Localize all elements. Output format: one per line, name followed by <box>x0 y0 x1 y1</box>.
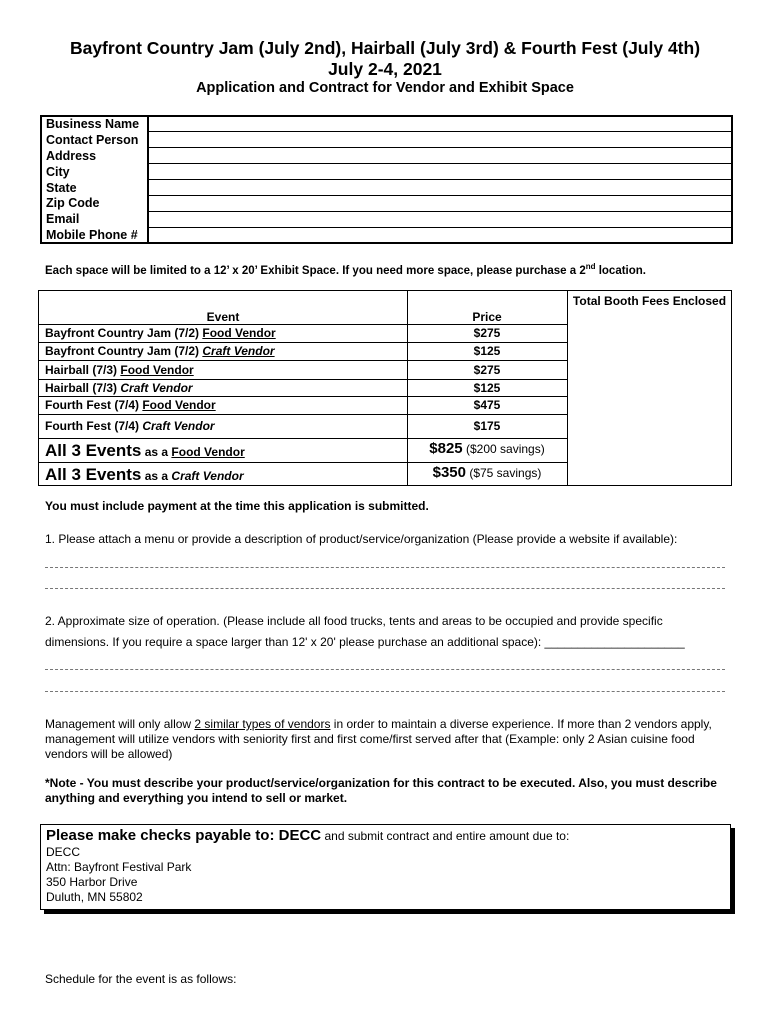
contact-row <box>41 164 732 180</box>
payment-instructions-box: Please make checks payable to: DECC and submit contract and entire amount due to: DECC Attn: Bayfront Festival Park 350 Harbor Drive Duluth, MN 55802 <box>40 824 731 910</box>
contact-field-label: Zip Code <box>41 195 148 211</box>
event-row-name: Hairball (7/3) Food Vendor <box>45 363 194 377</box>
contact-row <box>41 116 732 132</box>
event-row-name: Fourth Fest (7/4) Food Vendor <box>45 398 216 412</box>
event-row-price: $125 <box>473 344 501 358</box>
document-title: Bayfront Country Jam (July 2nd), Hairball (July 3rd) & Fourth Fest (July 4th) <box>69 38 701 58</box>
bundle-row-price: $350 ($75 savings) <box>432 464 542 481</box>
question-2-line-1: 2. Approximate size of operation. (Please include all food trucks, tents and areas to be occupied and provide specific <box>45 614 663 628</box>
contact-field-input[interactable] <box>148 195 732 211</box>
event-pricing-table <box>38 290 732 486</box>
space-limit-notice: Each space will be limited to a 12’ x 20’ Exhibit Space. If you need more space, please purchase a 2nd location. <box>45 262 646 277</box>
total-fees-column-header: Total Booth Fees Enclosed <box>572 294 727 308</box>
contact-row <box>41 227 732 243</box>
schedule-label: Schedule for the event is as follows: <box>45 972 237 986</box>
contact-row <box>41 132 732 148</box>
contact-row <box>41 180 732 196</box>
contact-field-label: State <box>41 180 148 196</box>
bundle-row-name: All 3 Events as a Craft Vendor <box>45 465 244 484</box>
event-row-price: $125 <box>473 381 501 395</box>
event-row-name: Fourth Fest (7/4) Craft Vendor <box>45 419 215 433</box>
contact-field-input[interactable] <box>148 180 732 196</box>
contact-field-input[interactable] <box>148 132 732 148</box>
management-policy: Management will only allow 2 similar types of vendors in order to maintain a diverse experience. If more than 2 vendors apply, management will utilize vendors with seniority first and first come/first served after that (Example: only 2 Asian cuisine food vendors will be allowed) <box>45 717 712 761</box>
answer-line-1[interactable] <box>45 567 725 568</box>
event-row-name: Bayfront Country Jam (7/2) Food Vendor <box>45 326 276 340</box>
answer-line-4[interactable] <box>45 691 725 692</box>
contact-info-table <box>40 115 733 244</box>
question-1: 1. Please attach a menu or provide a description of product/service/organization (Please provide a website if available): <box>45 532 678 546</box>
document-dates: July 2-4, 2021 <box>328 59 442 79</box>
contact-field-label: Mobile Phone # <box>41 227 148 243</box>
contact-field-input[interactable] <box>148 164 732 180</box>
bundle-row-price: $825 ($200 savings) <box>429 440 545 457</box>
contact-field-input[interactable] <box>148 148 732 164</box>
answer-line-2[interactable] <box>45 588 725 589</box>
mailing-address: DECC Attn: Bayfront Festival Park 350 Harbor Drive Duluth, MN 55802 <box>46 845 192 904</box>
contact-field-label: Contact Person <box>41 132 148 148</box>
document-subtitle: Application and Contract for Vendor and Exhibit Space <box>196 80 574 96</box>
contact-field-label: Email <box>41 211 148 227</box>
bundle-row-name: All 3 Events as a Food Vendor <box>45 441 245 460</box>
event-row-price: $175 <box>473 419 501 433</box>
contact-field-input[interactable] <box>148 227 732 243</box>
contact-field-label: Address <box>41 148 148 164</box>
total-fees-input[interactable] <box>569 331 729 451</box>
contact-field-label: Business Name <box>41 116 148 132</box>
contract-note: *Note - You must describe your product/service/organization for this contract to be executed. Also, you must describe anything and everything you intend to sell or market. <box>45 776 717 805</box>
contact-row <box>41 148 732 164</box>
checks-heading: Please make checks payable to: DECC <box>46 827 322 844</box>
price-column-header: Price <box>472 310 502 324</box>
contact-field-input[interactable] <box>148 116 732 132</box>
contact-row <box>41 195 732 211</box>
contact-field-input[interactable] <box>148 211 732 227</box>
event-row-price: $275 <box>473 363 501 377</box>
contact-row <box>41 211 732 227</box>
contact-field-label: City <box>41 164 148 180</box>
event-row-price: $475 <box>473 398 501 412</box>
answer-line-3[interactable] <box>45 669 725 670</box>
event-row-name: Hairball (7/3) Craft Vendor <box>45 381 193 395</box>
event-column-header: Event <box>206 310 240 324</box>
event-row-price: $275 <box>473 326 501 340</box>
question-2-line-2: dimensions. If you require a space larger than 12' x 20' please purchase an additional space): _____________________ <box>45 635 685 649</box>
payment-note: You must include payment at the time this application is submitted. <box>45 499 429 513</box>
event-row-name: Bayfront Country Jam (7/2) Craft Vendor <box>45 344 275 358</box>
